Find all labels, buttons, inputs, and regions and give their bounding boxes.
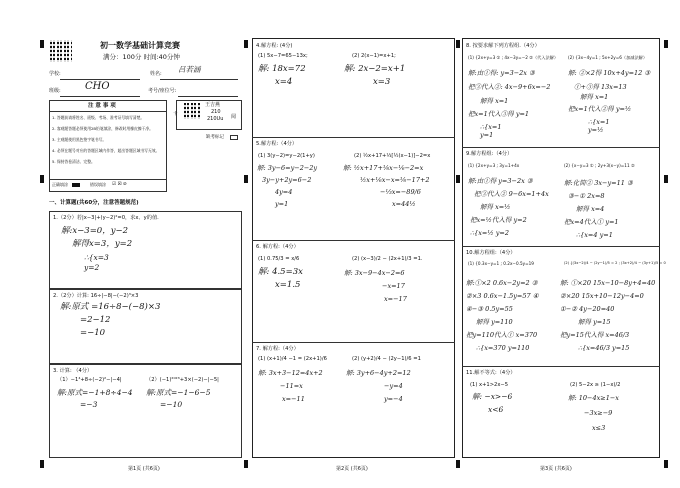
notice-item: 1. 答题前请将姓名、班级、考场、准考证号填写清楚。 <box>52 115 145 120</box>
q10a-line[interactable]: ④−③ 0.5y=55 <box>466 305 513 313</box>
notice-title: 注 意 事 项 <box>88 103 116 109</box>
q1-prompt: 1.（2分）若|x−3|+(y−2)²=0，求x、y的值. <box>53 215 159 221</box>
q10b-line[interactable]: 把y=15代入得 x=46/3 <box>560 331 630 339</box>
q9b-line[interactable]: ③−① 2x=8 <box>568 192 605 200</box>
q5b-line[interactable]: −⅓x=−89/6 <box>380 188 421 196</box>
q4b-line[interactable]: x=3 <box>373 77 391 87</box>
notice-item: 3. 主观题使用黑色签字笔书写。 <box>52 137 107 142</box>
q9b-line[interactable]: ∴{x=4 y=1 <box>576 231 613 239</box>
q11a-line[interactable]: 解: −x>−6 <box>472 392 513 401</box>
q11a-line[interactable]: x<6 <box>488 405 504 414</box>
q8b-line[interactable]: 解得 x=1 <box>580 93 609 101</box>
q1-line[interactable]: y=2 <box>84 263 100 272</box>
q4a-prompt: (1) 5x−7=65−13x; <box>258 53 308 59</box>
q6b-line[interactable]: 解: 3x−9−4x−2=6 <box>344 269 405 277</box>
q10b-prompt: (2) {(3x−2)/4 − (2y−1)/5 = 2 ; (3x+2)/4 − (3y+1)/5 = 0 <box>564 261 666 265</box>
student-code: 210 <box>211 109 221 115</box>
q8b-line[interactable]: 解: ②×2得 10x+4y=12 ③ <box>568 69 651 77</box>
q9a-line[interactable]: 把x=½代入得 y=2 <box>470 216 527 224</box>
q7b-prompt: (2) (y+2)/4 − (2y−1)/6 =1 <box>352 356 421 362</box>
q3b-line[interactable]: =−10 <box>160 400 183 409</box>
registration-mark <box>40 40 44 48</box>
q1-line[interactable]: 解:x−3=0，y−2 <box>61 226 129 236</box>
q5a-line[interactable]: 3y−y+2y=6−2 <box>262 176 312 184</box>
stamp-label: 阅 <box>231 114 237 120</box>
q8a-line[interactable]: 解得 x=1 <box>480 97 509 105</box>
q5a-line[interactable]: 4y=4 <box>275 188 293 196</box>
q3b-prompt: （2）(−1)²⁰²³+3×(−2)−|−5| <box>146 377 219 383</box>
q4b-prompt: (2) 2(x−1)=x+1; <box>352 53 396 59</box>
wrong-marks: ☑ ☒ ⊘ <box>112 182 127 187</box>
name-value[interactable]: 吕若涵 <box>178 65 201 74</box>
school-label: 学校: <box>49 71 61 77</box>
q5a-line[interactable]: y=1 <box>275 200 289 208</box>
filled-example <box>72 183 80 187</box>
q8a-line[interactable]: y=1 <box>480 131 494 139</box>
q1-line[interactable]: ∴{x=3 <box>84 253 109 262</box>
q9b-line[interactable]: 把x=4代入① y=1 <box>564 218 619 226</box>
q10b-line[interactable]: ①−② 4y−20=40 <box>560 305 615 313</box>
q10a-line[interactable]: 解:①×2 0.6x−2y=2 ③ <box>466 279 538 287</box>
q9a-line[interactable]: 解:由①得 y=3−2x ③ <box>468 177 533 185</box>
q3-prompt: 3. 计算: （4分） <box>53 368 93 374</box>
q8a-prompt: (1) {2x+y=3 ① ; 4x−3y=−2 ②（代入法解） <box>468 55 559 60</box>
absent-label: 缺考标记 <box>206 135 224 140</box>
q6b-line[interactable]: −x=17 <box>382 282 405 290</box>
q3a-prompt: （1）−1⁴+8÷(−2)²−|−4| <box>57 377 122 383</box>
q6a-line[interactable]: 解: 4.5=3x <box>258 267 303 277</box>
registration-mark <box>456 460 460 468</box>
notice-item: 2. 客观题答题必须使用2B铅笔填涂，修改时用橡皮擦干净。 <box>52 126 153 131</box>
q5b-line[interactable]: x=44½ <box>392 200 416 208</box>
student-name: 王吉燕 <box>205 102 221 108</box>
q11a-prompt: (1) x+1>2x−5 <box>470 382 509 388</box>
q8-prompt: 8. 按要求解下列方程组.（4分） <box>466 43 540 49</box>
registration-mark <box>244 460 248 468</box>
q4b-line[interactable]: 解: 2x−2=x+1 <box>344 64 406 74</box>
q7a-line[interactable]: x=−11 <box>282 395 305 403</box>
notice-item: 4. 必须在题号对应的答题区域内作答，超出答题区域书写无效。 <box>52 148 160 153</box>
q6-prompt: 6. 解方程:（4分） <box>256 244 299 250</box>
q10a-line[interactable]: ②×3 0.6x−1.5y=57 ④ <box>466 292 539 300</box>
q5a-prompt: (1) 3(y−2)=y−2(1+y) <box>258 153 315 159</box>
registration-mark <box>244 40 248 48</box>
qr-code <box>50 40 72 62</box>
score-time: 满分：100分 时间:40分钟 <box>103 53 180 61</box>
registration-mark <box>40 175 44 183</box>
q2-line[interactable]: =2−12 <box>80 315 111 325</box>
q4a-line[interactable]: 解: 18x=72 <box>258 64 306 74</box>
absent-checkbox[interactable] <box>230 135 238 140</box>
q3b-line[interactable]: 解:原式=−1−6−5 <box>146 388 211 397</box>
q11b-line[interactable]: −3x≥−9 <box>584 409 613 417</box>
q2-prompt: 2.（2分）计算: 16÷|−8|−(−2)³×3 <box>53 293 139 299</box>
registration-mark <box>664 175 668 183</box>
student-code2: 210Uu <box>207 116 224 122</box>
registration-mark <box>456 175 460 183</box>
q4a-line[interactable]: x=4 <box>275 77 293 87</box>
q9a-line[interactable]: 解得 x=½ <box>480 203 511 211</box>
q11b-line[interactable]: 解: 10−4x≥1−x <box>568 394 619 402</box>
section1-title: 一、计算题(共60分，注意答题规范) <box>49 200 139 206</box>
q10b-line[interactable]: ②×20 15x+10−12y−4=0 <box>560 292 644 300</box>
q6b-prompt: (2) (x−3)/2 − (2x+1)/3 =1. <box>352 256 423 262</box>
registration-mark <box>664 40 668 48</box>
q10a-line[interactable]: 解得 y=110 <box>476 318 513 326</box>
q10b-line[interactable]: 解: ①×20 15x−10−8y+4=40 <box>560 279 656 287</box>
registration-mark <box>456 40 460 48</box>
q9-prompt: 9.解方程组:（4分） <box>466 151 513 157</box>
q3a-line[interactable]: =−3 <box>80 400 98 409</box>
q7a-line[interactable]: 解: 3x+3−12=4x+2 <box>258 369 323 377</box>
q6b-line[interactable]: x=−17 <box>384 295 407 303</box>
q11b-line[interactable]: x≤3 <box>592 424 606 432</box>
q10b-line[interactable]: 解得 y=15 <box>578 318 611 326</box>
q8b-line[interactable]: y=½ <box>588 126 604 134</box>
class-label: 班级: <box>49 88 61 94</box>
q4-prompt: 4.解方程: (4分) <box>256 43 293 49</box>
q8b-line[interactable]: 把x=1代入②得 y=½ <box>568 105 632 113</box>
q10-prompt: 10.解方程组:（4分） <box>466 250 516 256</box>
q8a-line[interactable]: 解:由①得: y=3−2x ③ <box>468 69 535 77</box>
q8a-line[interactable]: 把x=1代入③得 y=1 <box>468 110 530 118</box>
class-value[interactable]: CHO <box>85 81 110 92</box>
q7a-line[interactable]: −11=x <box>280 382 303 390</box>
exam-no-label: 考号/座位号: <box>148 88 177 94</box>
q9a-line[interactable]: ∴{x=½ y=2 <box>470 229 510 237</box>
q8a-line[interactable]: 把③代入②: 4x−9+6x=−2 <box>468 83 551 91</box>
q11b-prompt: (2) 5−2x ≥ (1−x)/2 <box>570 382 621 388</box>
q7a-prompt: (1) (x+1)/4 −1 = (2x+1)/6 <box>258 356 327 362</box>
registration-mark <box>244 175 248 183</box>
q8b-line[interactable]: ∴{x=1 <box>588 118 610 126</box>
q5a-line[interactable]: 解: 3y−6=y−2−2y <box>257 164 318 172</box>
page-footer-3: 第3页 (共6页) <box>540 466 572 472</box>
q5b-line[interactable]: ½x+⅙x−x=⅙−17+2 <box>360 176 430 184</box>
q5b-line[interactable]: 解: ½x+17+⅙x−⅙−2=x <box>343 164 424 172</box>
q8a-line[interactable]: ∴{x=1 <box>480 123 502 131</box>
q8b-prompt: (2) {3x−4y=1 ; 5x+2y=6（加减法解） <box>568 55 648 60</box>
q10a-prompt: (1) {0.3x−y=1 ; 0.2x−0.5y=19 <box>468 261 534 266</box>
page-footer-2: 第2页 (共6页) <box>336 466 368 472</box>
q7b-line[interactable]: y=−4 <box>384 395 403 403</box>
q6a-prompt: (1) 0.75/3 = x/6 <box>258 256 300 262</box>
registration-mark <box>664 460 668 468</box>
notice-item: 5. 保持答卷清洁、完整。 <box>52 159 95 164</box>
student-qr <box>184 103 200 119</box>
registration-mark <box>40 460 44 468</box>
q7-prompt: 7. 解方程:（4分） <box>256 346 299 352</box>
card-label: 卡 <box>173 112 178 117</box>
fill-label: 正确填涂 <box>52 182 68 187</box>
q2-line[interactable]: =−10 <box>80 328 106 338</box>
q5b-prompt: (2) ½x+17+⅓[½(x−1)]−2=x <box>354 153 431 159</box>
q2-area <box>49 289 242 364</box>
q9b-prompt: (2) {x−y=3 ① ; 2y+3(x−y)=11 ② <box>564 163 635 168</box>
page-title: 初一数学基础计算竞赛 <box>100 41 180 50</box>
q9a-prompt: (1) {2x+y=3 ; 3y=1+4x <box>468 163 520 168</box>
q7b-line[interactable]: −y=4 <box>384 382 403 390</box>
q9a-line[interactable]: 把③代入② 9−6x=1+4x <box>474 190 549 198</box>
q3a-line[interactable]: 解:原式=−1+8÷4−4 <box>57 388 133 397</box>
page-footer-1: 第1页 (共6页) <box>128 466 160 472</box>
q1-line[interactable]: 解得x=3，y=2 <box>72 239 133 249</box>
q2-line[interactable]: 解:原式 =16÷8−(−8)×3 <box>60 302 161 312</box>
q9b-line[interactable]: 解得 x=4 <box>576 205 605 213</box>
q9b-line[interactable]: 解:化简② 3x−y=11 ③ <box>564 179 633 187</box>
q10a-line[interactable]: ∴{x=370 y=110 <box>476 344 530 352</box>
q10b-line[interactable]: ∴{x=46/3 y=15 <box>578 344 630 352</box>
wrong-label: 错误填涂 <box>90 182 106 187</box>
q8b-line[interactable]: ①+③得 13x=13 <box>574 83 627 91</box>
q5-prompt: 5.解方程:（4分） <box>256 141 298 147</box>
name-label: 姓名: <box>150 71 162 77</box>
q10a-line[interactable]: 把y=110代入① x=370 <box>466 331 538 339</box>
q6a-line[interactable]: x=1.5 <box>275 280 301 290</box>
q11-prompt: 11.解不等式:（4分） <box>466 370 516 376</box>
q7b-line[interactable]: 解: 3y+6−4y+2=12 <box>346 369 411 377</box>
q1-area <box>49 211 242 289</box>
